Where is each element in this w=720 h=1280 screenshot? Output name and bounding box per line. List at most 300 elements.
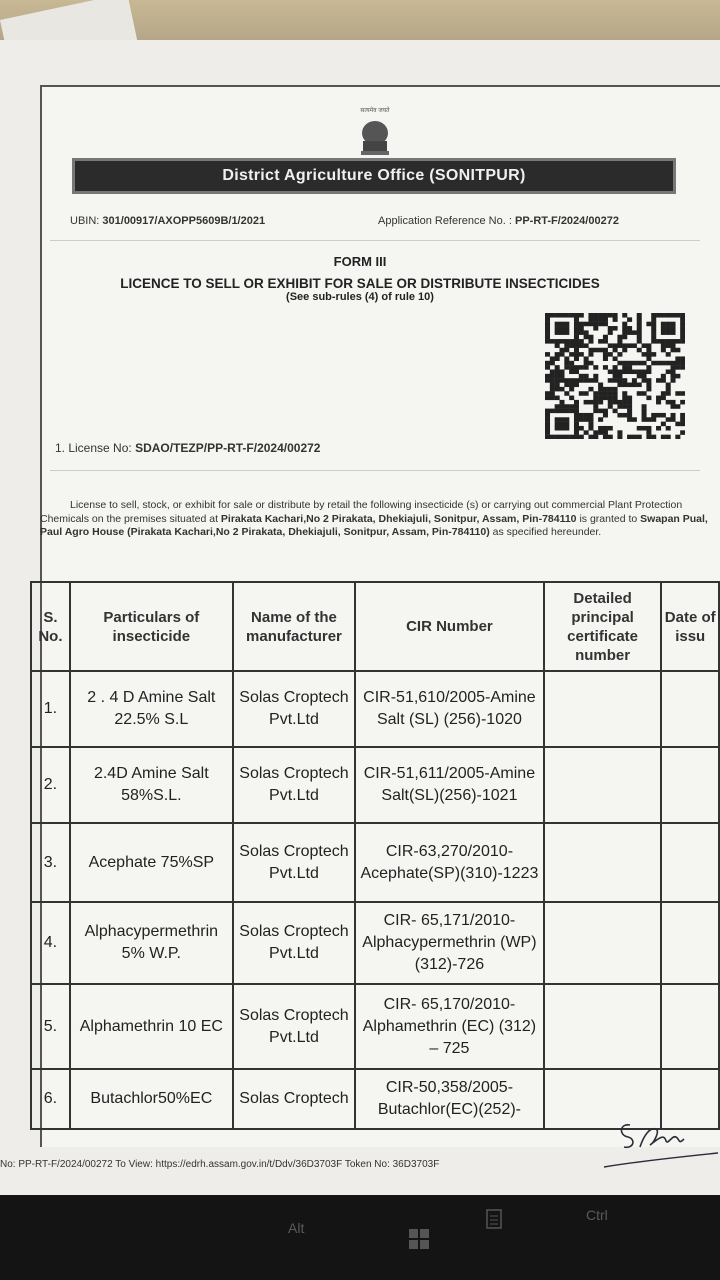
qr-module	[675, 391, 680, 396]
qr-module	[584, 322, 589, 327]
qr-module	[564, 326, 569, 331]
qr-module	[545, 365, 550, 370]
qr-module	[608, 404, 613, 409]
qr-module	[584, 417, 589, 422]
windows-key-icon	[408, 1228, 430, 1250]
qr-module	[545, 422, 550, 427]
qr-module	[550, 374, 555, 379]
license-number-line	[55, 441, 320, 455]
qr-module	[608, 387, 613, 392]
cell-sno: 4.	[31, 902, 70, 984]
qr-module	[680, 339, 685, 344]
qr-module	[574, 348, 579, 353]
qr-module	[622, 348, 627, 353]
qr-module	[666, 361, 671, 366]
qr-module	[613, 369, 618, 374]
paragraph-text-2: is granted to	[576, 512, 641, 525]
qr-module	[574, 339, 579, 344]
qr-module	[579, 343, 584, 348]
qr-module	[627, 317, 632, 322]
qr-module	[646, 348, 651, 353]
qr-module	[680, 430, 685, 435]
qr-module	[545, 330, 550, 335]
qr-module	[569, 387, 574, 392]
qr-module	[598, 400, 603, 405]
header-certificate: Detailed principal certificate number	[544, 582, 662, 671]
qr-module	[574, 409, 579, 414]
qr-module	[555, 352, 560, 357]
qr-module	[574, 326, 579, 331]
qr-module	[613, 313, 618, 318]
header-sno: S. No.	[31, 582, 70, 671]
qr-module	[646, 435, 651, 439]
qr-module	[617, 339, 622, 344]
cell-manufacturer: Solas Croptech Pvt.Ltd	[233, 984, 355, 1069]
qr-module	[555, 387, 560, 392]
qr-module	[675, 422, 680, 427]
qr-module	[622, 400, 627, 405]
application-reference	[378, 215, 619, 227]
qr-module	[550, 313, 555, 318]
qr-module	[593, 378, 598, 383]
qr-module	[671, 413, 676, 418]
cell-manufacturer: Solas Croptech	[233, 1069, 355, 1129]
qr-module	[646, 369, 651, 374]
qr-module	[584, 413, 589, 418]
qr-module	[617, 404, 622, 409]
qr-module	[671, 326, 676, 331]
qr-module	[671, 365, 676, 370]
qr-module	[637, 326, 642, 331]
qr-module	[550, 435, 555, 439]
qr-module	[603, 335, 608, 340]
qr-module	[574, 343, 579, 348]
qr-module	[646, 396, 651, 401]
qr-module	[671, 361, 676, 366]
qr-module	[569, 365, 574, 370]
qr-module	[680, 330, 685, 335]
qr-module	[555, 422, 560, 427]
qr-module	[545, 426, 550, 431]
cell-sno: 5.	[31, 984, 70, 1069]
qr-module	[632, 417, 637, 422]
cell-cir: CIR-63,270/2010-Acephate(SP)(310)-1223	[355, 823, 544, 902]
qr-module	[671, 343, 676, 348]
qr-module	[627, 400, 632, 405]
qr-module	[579, 322, 584, 327]
qr-module	[671, 417, 676, 422]
qr-module	[545, 322, 550, 327]
qr-module	[627, 361, 632, 366]
premises-address: Pirakata Kachari,No 2 Pirakata, Dhekiajuli, Sonitpur, Assam, Pin-784110	[220, 512, 577, 525]
qr-module	[603, 313, 608, 318]
qr-module	[603, 356, 608, 361]
qr-module	[651, 330, 656, 335]
qr-module	[627, 396, 632, 401]
qr-module	[656, 339, 661, 344]
state-emblem-icon	[345, 105, 405, 165]
qr-module	[574, 322, 579, 327]
qr-module	[564, 348, 569, 353]
qr-module	[627, 383, 632, 388]
qr-module	[627, 413, 632, 418]
qr-module	[579, 352, 584, 357]
qr-module	[666, 322, 671, 327]
qr-module	[593, 348, 598, 353]
qr-module	[584, 335, 589, 340]
qr-module	[622, 396, 627, 401]
qr-module	[564, 391, 569, 396]
qr-module	[675, 356, 680, 361]
qr-module	[574, 426, 579, 431]
qr-module	[608, 343, 613, 348]
qr-module	[574, 352, 579, 357]
qr-module	[617, 430, 622, 435]
qr-module	[564, 426, 569, 431]
qr-module	[666, 369, 671, 374]
qr-module	[613, 365, 618, 370]
table-row	[31, 671, 719, 747]
qr-module	[608, 400, 613, 405]
qr-module	[637, 361, 642, 366]
qr-module	[642, 426, 647, 431]
table-row	[31, 984, 719, 1069]
qr-module	[550, 387, 555, 392]
qr-module	[613, 343, 618, 348]
license-label: 1. License No:	[55, 441, 132, 455]
qr-module	[559, 348, 564, 353]
app-ref-value: PP-RT-F/2024/00272	[514, 215, 619, 227]
qr-module	[637, 330, 642, 335]
qr-module	[680, 361, 685, 366]
qr-module	[598, 430, 603, 435]
qr-module	[545, 339, 550, 344]
qr-module	[603, 426, 608, 431]
qr-module	[651, 361, 656, 366]
cell-sno: 1.	[31, 671, 70, 747]
qr-module	[627, 330, 632, 335]
qr-module	[666, 343, 671, 348]
qr-module	[617, 374, 622, 379]
qr-module	[622, 383, 627, 388]
qr-module	[671, 313, 676, 318]
qr-module	[593, 435, 598, 439]
qr-module	[545, 430, 550, 435]
qr-module	[680, 417, 685, 422]
qr-module	[656, 313, 661, 318]
qr-module	[666, 313, 671, 318]
qr-module	[642, 343, 647, 348]
qr-module	[651, 435, 656, 439]
qr-module	[550, 378, 555, 383]
qr-module	[559, 369, 564, 374]
qr-module	[613, 400, 618, 405]
qr-module	[584, 356, 589, 361]
qr-module	[559, 404, 564, 409]
qr-module	[584, 343, 589, 348]
qr-module	[661, 374, 666, 379]
qr-module	[622, 391, 627, 396]
qr-module	[661, 330, 666, 335]
qr-module	[608, 313, 613, 318]
qr-module	[651, 322, 656, 327]
qr-module	[564, 339, 569, 344]
qr-module	[550, 409, 555, 414]
qr-module	[584, 378, 589, 383]
office-title-banner: District Agriculture Office (SONITPUR)	[72, 158, 676, 194]
qr-module	[569, 409, 574, 414]
qr-module	[584, 365, 589, 370]
qr-module	[608, 330, 613, 335]
qr-module	[680, 356, 685, 361]
qr-module	[656, 413, 661, 418]
qr-module	[646, 322, 651, 327]
qr-module	[574, 317, 579, 322]
qr-module	[564, 378, 569, 383]
qr-module	[675, 374, 680, 379]
qr-module	[632, 330, 637, 335]
qr-module	[545, 413, 550, 418]
qr-module	[637, 374, 642, 379]
qr-module	[661, 348, 666, 353]
cell-manufacturer: Solas Croptech Pvt.Ltd	[233, 902, 355, 984]
qr-module	[555, 343, 560, 348]
qr-module	[545, 409, 550, 414]
qr-module	[569, 378, 574, 383]
cell-cir: CIR-51,611/2005-Amine Salt(SL)(256)-1021	[355, 747, 544, 823]
qr-module	[588, 317, 593, 322]
cell-certificate	[544, 984, 662, 1069]
cell-cir: CIR- 65,171/2010-Alphacypermethrin (WP)(312)-726	[355, 902, 544, 984]
qr-module	[564, 322, 569, 327]
qr-module	[588, 422, 593, 427]
qr-module	[642, 378, 647, 383]
qr-module	[680, 317, 685, 322]
qr-module	[555, 356, 560, 361]
qr-module	[574, 404, 579, 409]
qr-module	[545, 335, 550, 340]
qr-module	[613, 409, 618, 414]
qr-module	[617, 383, 622, 388]
qr-module	[627, 417, 632, 422]
qr-module	[661, 339, 666, 344]
qr-module	[608, 391, 613, 396]
qr-module	[593, 374, 598, 379]
qr-module	[574, 435, 579, 439]
qr-module	[642, 417, 647, 422]
qr-module	[642, 404, 647, 409]
ubin-label: UBIN:	[70, 215, 100, 227]
qr-module	[569, 343, 574, 348]
table-row	[31, 823, 719, 902]
table-row	[31, 747, 719, 823]
qr-module	[642, 369, 647, 374]
cell-date	[661, 902, 719, 984]
qr-module	[622, 404, 627, 409]
qr-module	[671, 404, 676, 409]
divider	[50, 240, 700, 241]
qr-module	[574, 417, 579, 422]
qr-module	[569, 383, 574, 388]
qr-module	[555, 378, 560, 383]
qr-module	[613, 317, 618, 322]
qr-module	[555, 396, 560, 401]
qr-module	[637, 383, 642, 388]
qr-module	[671, 348, 676, 353]
qr-module	[603, 317, 608, 322]
qr-module	[545, 396, 550, 401]
qr-module	[579, 365, 584, 370]
cell-date	[661, 984, 719, 1069]
qr-module	[642, 413, 647, 418]
qr-module	[646, 352, 651, 357]
qr-module	[584, 374, 589, 379]
qr-module	[598, 322, 603, 327]
qr-module	[675, 313, 680, 318]
qr-module	[598, 313, 603, 318]
qr-module	[646, 387, 651, 392]
qr-module	[617, 335, 622, 340]
qr-module	[564, 417, 569, 422]
cell-certificate	[544, 671, 662, 747]
qr-module	[661, 361, 666, 366]
form-number: FORM III	[333, 254, 387, 269]
qr-module	[564, 422, 569, 427]
qr-module	[613, 374, 618, 379]
table-row	[31, 902, 719, 984]
qr-module	[637, 322, 642, 327]
qr-module	[680, 322, 685, 327]
qr-module	[598, 383, 603, 388]
qr-module	[559, 326, 564, 331]
qr-module	[642, 391, 647, 396]
header-manufacturer: Name of the manufacturer	[233, 582, 355, 671]
qr-module	[598, 339, 603, 344]
qr-module	[675, 348, 680, 353]
qr-module	[555, 369, 560, 374]
qr-code-icon	[545, 313, 685, 439]
qr-module	[646, 417, 651, 422]
qr-module	[608, 352, 613, 357]
qr-module	[574, 335, 579, 340]
qr-module	[584, 361, 589, 366]
qr-module	[588, 348, 593, 353]
ctrl-key: Ctrl	[586, 1207, 608, 1223]
qr-module	[622, 322, 627, 327]
qr-module	[574, 356, 579, 361]
qr-module	[579, 374, 584, 379]
qr-module	[545, 374, 550, 379]
qr-module	[584, 330, 589, 335]
qr-module	[671, 322, 676, 327]
qr-module	[666, 339, 671, 344]
qr-module	[671, 378, 676, 383]
header-particulars: Particulars of insecticide	[70, 582, 233, 671]
qr-module	[574, 383, 579, 388]
qr-module	[661, 343, 666, 348]
qr-module	[627, 369, 632, 374]
qr-module	[617, 361, 622, 366]
qr-module	[646, 365, 651, 370]
qr-module	[651, 313, 656, 318]
qr-module	[555, 409, 560, 414]
cell-certificate	[544, 902, 662, 984]
qr-module	[632, 361, 637, 366]
qr-module	[603, 435, 608, 439]
qr-module	[603, 396, 608, 401]
cell-particulars: 2 . 4 D Amine Salt 22.5% S.L	[70, 671, 233, 747]
qr-module	[545, 317, 550, 322]
qr-module	[579, 330, 584, 335]
qr-module	[559, 426, 564, 431]
qr-module	[555, 330, 560, 335]
qr-module	[632, 383, 637, 388]
qr-module	[646, 343, 651, 348]
qr-module	[666, 426, 671, 431]
qr-module	[603, 348, 608, 353]
qr-module	[588, 313, 593, 318]
qr-module	[559, 322, 564, 327]
qr-module	[637, 313, 642, 318]
qr-module	[559, 387, 564, 392]
cell-manufacturer: Solas Croptech Pvt.Ltd	[233, 823, 355, 902]
qr-module	[593, 313, 598, 318]
qr-module	[598, 387, 603, 392]
qr-module	[564, 361, 569, 366]
qr-module	[680, 422, 685, 427]
qr-module	[584, 430, 589, 435]
qr-module	[661, 391, 666, 396]
qr-module	[593, 430, 598, 435]
qr-module	[559, 352, 564, 357]
qr-module	[545, 435, 550, 439]
qr-module	[632, 343, 637, 348]
cell-date	[661, 671, 719, 747]
qr-module	[661, 313, 666, 318]
qr-module	[559, 422, 564, 427]
insecticide-table	[30, 581, 720, 1130]
qr-module	[593, 396, 598, 401]
qr-module	[569, 313, 574, 318]
cell-sno: 6.	[31, 1069, 70, 1129]
cell-certificate	[544, 823, 662, 902]
qr-module	[574, 422, 579, 427]
qr-module	[559, 330, 564, 335]
qr-module	[617, 352, 622, 357]
qr-module	[627, 435, 632, 439]
qr-module	[680, 391, 685, 396]
qr-module	[671, 369, 676, 374]
menu-key-icon	[485, 1208, 503, 1230]
qr-module	[555, 417, 560, 422]
qr-module	[579, 378, 584, 383]
qr-module	[632, 378, 637, 383]
qr-module	[588, 378, 593, 383]
qr-module	[603, 339, 608, 344]
qr-module	[622, 361, 627, 366]
qr-module	[603, 430, 608, 435]
qr-module	[564, 383, 569, 388]
qr-module	[671, 400, 676, 405]
divider	[50, 470, 700, 471]
qr-module	[555, 339, 560, 344]
paragraph-text-3: as specified hereunder.	[489, 526, 602, 538]
qr-module	[603, 365, 608, 370]
cell-cir: CIR-51,610/2005-Amine Salt (SL) (256)-1020	[355, 671, 544, 747]
qr-module	[627, 404, 632, 409]
qr-module	[574, 378, 579, 383]
qr-module	[622, 378, 627, 383]
